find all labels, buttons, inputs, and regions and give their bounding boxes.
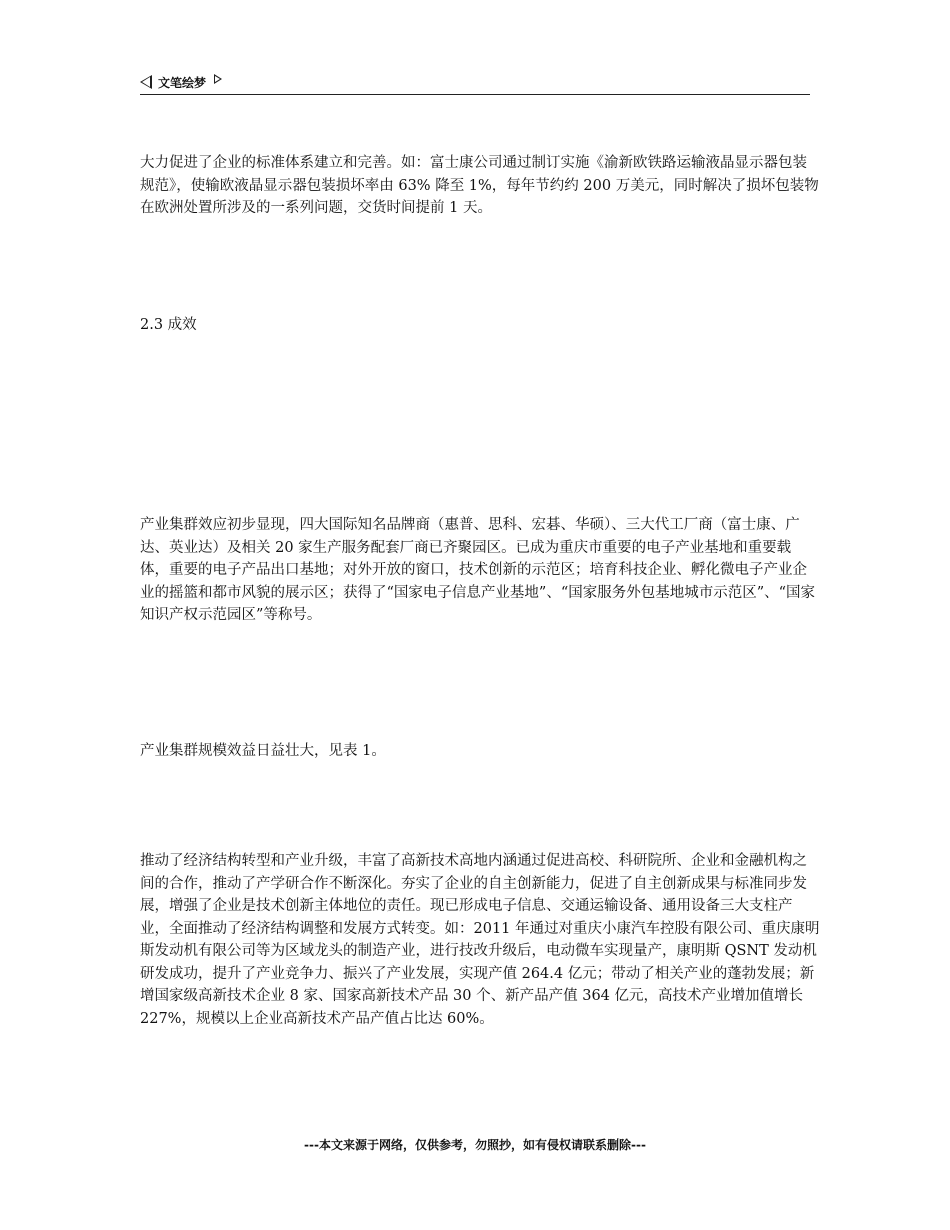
section-heading: 2.3 成效 — [140, 317, 197, 333]
brand-name: 文笔绘梦 — [158, 75, 207, 90]
paragraph-structural-upgrade: 推动了经济结构转型和产业升级，丰富了高新技术高地内涵通过促进高校、科研院所、企业和金融机构之间的合作，推动了产学研合作不断深化。夯实了企业的自主创新能力，促进了自主创新成果与标准同步发展，增强了企业是技术创新主体地位的责任。现已形成电子信息、交通运输设备、通用设备三大支柱产业，全面推动了经济结构调整和发展方式转变。如：2011 年通过对重庆小康汽车控股有限公司、重庆康明斯发动机有限公司等为区域龙头的制造产业，进行技改升级后，电动微车实现量产，康明斯 QSNT 发动机研发成功，提升了产业竞争力、振兴了产业发展，实现产值 264.4 亿元；带动了相关产业的蓬勃发展；新增国家级高新技术企业 8 家、国家高新技术产品 30 个、新产品产值 364 亿元，高技术产业增加值增长 227%，规模以上企业高新技术产品产值占比达 60%。 — [140, 853, 820, 1027]
page-header — [140, 72, 810, 95]
brand-row — [140, 72, 222, 92]
paragraph-standards: 大力促进了企业的标准体系建立和完善。如：富士康公司通过制订实施《渝新欧铁路运输液晶显示器包装规范》，使输欧液晶显示器包装损坏率由 63% 降至 1%，每年节约约 200 万美元，同时解决了损坏包装物在欧洲处置所涉及的一系列问题，交货时间提前 1 天。 — [140, 155, 819, 216]
paragraph-cluster-scale: 产业集群规模效益日益壮大，见表 1。 — [140, 743, 386, 759]
triangle-left-icon — [140, 75, 152, 89]
triangle-right-icon — [214, 74, 222, 84]
footer-notice: ---本文来源于网络，仅供参考，勿照抄，如有侵权请联系删除--- — [304, 1138, 646, 1152]
paragraph-cluster-effect: 产业集群效应初步显现，四大国际知名品牌商（惠普、思科、宏碁、华硕）、三大代工厂商（富士康、广达、英业达）及相关 20 家生产服务配套厂商已齐聚园区。已成为重庆市重要的电子产业基地和重要载体，重要的电子产品出口基地；对外开放的窗口，技术创新的示范区；培育科技企业、孵化微电子产业企业的摇篮和都市风貌的展示区；获得了“国家电子信息产业基地”、“国家服务外包基地城市示范区”、“国家知识产权示范园区”等称号。 — [140, 517, 816, 623]
